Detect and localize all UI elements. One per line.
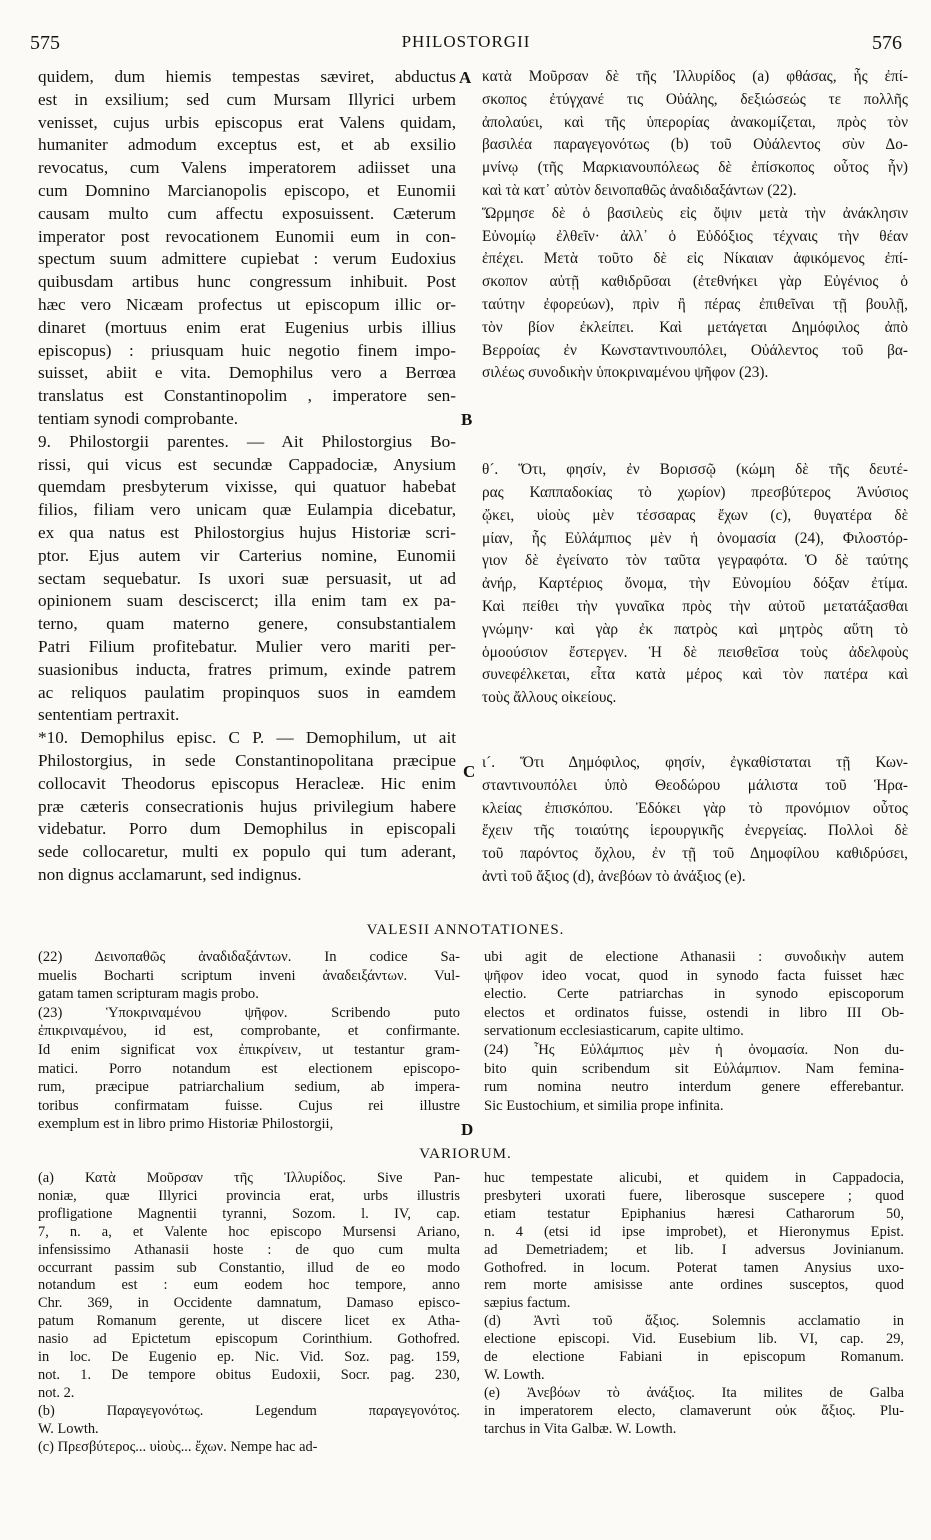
text-line: Εὐνομίῳ ἐλθεῖν· ἀλλ᾽ ὁ Εὐδόξιος τέχναις τὴν θέαν — [482, 227, 908, 245]
text-line: dinaret (mortuus enim erat Eugenius urbis illius — [38, 317, 456, 337]
text-line: de electione Fabiani in episcopum Romanum. — [484, 1349, 904, 1366]
text-line: noniæ, quæ Illyrici provincia erat, urbs illustris — [38, 1187, 460, 1204]
text-line: occurrant passim sub Constantio, illud de eo modo — [38, 1259, 460, 1276]
text-line: suisset, abiit e vita. Demophilus vero a Berrœa — [38, 363, 456, 383]
text-line: σιλέως συνοδικὴν ὑποκριναμένου ψῆφον (23). — [482, 364, 769, 382]
text-line: ψῆφον ideo vocat, quod in synodo facta fuisset hæc — [484, 967, 904, 984]
text-line: Patri Filium profitebatur. Mulier vero mariti per- — [38, 636, 456, 656]
text-line: terno, quam materno genere, consubstantialem — [38, 614, 456, 634]
page-header — [30, 32, 902, 62]
text-line: ἔχειν τῆς τοιαύτης ἱερουργικῆς ἐνεργείας. Πολλοὶ δὲ — [482, 822, 908, 840]
text-line: (24) Ἧς Εὐλάμπιος μὲν ἡ ὀνομασία. Non du- — [484, 1041, 904, 1058]
text-line: μνίνῳ (τῆς Μαρκιανουπόλεως δὲ ἐπίσκοπος οὗτος ἦν) — [482, 159, 908, 177]
text-line: rum nomina neutro interdum genere efferebantur. — [484, 1079, 904, 1096]
text-line: not. 2. — [38, 1384, 75, 1401]
text-line: patum Romanum gerente, ut discere licet ex Atha- — [38, 1313, 460, 1330]
margin-letter-c: C — [463, 762, 476, 781]
text-line: episcopus) : priusquam huic negotio finem impo- — [38, 340, 456, 360]
text-line: κατὰ Μοῦρσαν δὲ τῆς Ἰλλυρίδος (a) φθάσας, ἧς ἐπί- — [482, 68, 908, 85]
text-line: est in exsilium; sed cum Mursam Illyrici urbem — [38, 89, 456, 109]
text-line: σκοπος ἐτύγχανέ τις Οὐάλης, δεξιώσεώς τε πολλῆς — [482, 90, 908, 108]
text-line: rem morte amisisse ante ordines susceptos, quod — [484, 1277, 904, 1294]
text-line: toribus confirmatam fuisse. Cujus rei illustre — [38, 1097, 460, 1114]
text-line: sectam sequebatur. Is uxori suæ persuasit, ut ad — [38, 568, 456, 588]
text-line: collocavit Theodorus episcopus Heracleæ. Hic enim — [38, 773, 456, 793]
text-line: tarchus in Vita Galbæ. W. Lowth. — [484, 1420, 677, 1437]
text-line: ad Demetriadem; et lib. I adversus Jovinianum. — [484, 1241, 904, 1258]
text-line: ptor. Ejus autem vir Carterius nomine, Eunomii — [38, 545, 456, 565]
text-line: n. 4 (etsi id ipse improbet), et Hieronymus Epist. — [484, 1223, 904, 1240]
text-line: 7, n. a, et Valente hoc episcopo Mursensi Ariano, — [38, 1223, 460, 1240]
text-line: (a) Κατὰ Μοῦρσαν τῆς Ἰλλυρίδος. Sive Pan- — [38, 1170, 460, 1186]
margin-letter-d: D — [461, 1120, 474, 1139]
text-line: revocatus, cum Valens imperatorem adiisset una — [38, 158, 456, 178]
valesii-notes-right — [484, 948, 904, 1115]
text-line: rissi, qui vicus est secundæ Cappadociæ, Anysium — [38, 454, 456, 474]
text-line: τὸν βίον ἐκλείπει. Καὶ μετάγεται Δημόφιλος ἀπὸ — [482, 318, 908, 336]
text-line: Chr. 369, in Occidente damnatum, Damaso episco- — [38, 1295, 460, 1312]
text-line: cum Domnino Marcianopolis episcopo, et Eunomii — [38, 180, 456, 200]
text-line: electio. Certe patriarchas in synodo episcoporum — [484, 986, 904, 1003]
text-line: ἐπέχει. Μετὰ τοῦτο δὲ εἰς Νίκαιαν ἀφικόμενος ἐπί- — [482, 250, 908, 268]
margin-letter-a: A — [459, 68, 472, 87]
text-line: not. 1. De tempore obitus Eudoxii, Socr. pag. 230, — [38, 1366, 460, 1383]
text-line: ἀπολαύει, καὶ τῆς ὑπερορίας ἀνακομίζεται, πρὸς τὸν — [482, 113, 908, 131]
text-line: σταντινουπόλει ὑπὸ Θεοδώρου μάλιστα τοῦ Ἡρα- — [482, 776, 908, 794]
text-line: ὁμοούσιον ἔστεργεν. Ἡ δὲ πεισθεῖσα τοὺς ἀδελφοὺς — [482, 643, 908, 661]
text-line: *10. Demophilus episc. C P. — Demophilum, ut ait — [38, 728, 456, 748]
text-line: suasionibus inducta, fratres primum, exinde patrem — [38, 659, 456, 679]
text-line: καὶ τὰ κατ᾽ αὐτὸν δεινοπαθῶς ἀναδιδαξάντων (22). — [482, 181, 797, 199]
text-line: electione episcopi. Vid. Eusebium lib. VI, cap. 29, — [484, 1331, 904, 1348]
text-line: opinionem suam desciscerct; illa enim tam ex pa- — [38, 591, 456, 611]
text-line: translatus est Constantinopolim , imperatore sen- — [38, 386, 456, 406]
text-line: Philostorgius, in sede Constantinopolitana præcipue — [38, 750, 456, 770]
text-line: Gothofred. in locum. Poterat tamen Anysius uxo- — [484, 1259, 904, 1276]
text-line: ταύτην ἐφορεύων), πρὶν ἢ πέρας ἐπιθεῖναι τῇ βουλῇ, — [482, 295, 908, 313]
text-line: presbyteri uxorati fuere, liberosque suscepere ; quod — [484, 1187, 904, 1204]
margin-letter-b: B — [461, 410, 473, 429]
text-line: gatam tamen scripturam magis probo. — [38, 986, 259, 1003]
latin-text-column — [38, 66, 456, 887]
text-line: sæpius factum. — [484, 1295, 571, 1312]
text-line: (e) Ἀνεβόων τὸ ἀνάξιος. Ita milites de Galba — [484, 1384, 904, 1401]
text-line: ἀντὶ τοῦ ἄξιος (d), ἀνεβόων τὸ ἀνάξιος (e). — [482, 867, 746, 885]
valesii-notes-left — [38, 948, 460, 1134]
text-line: Καὶ πείθει τὴν γυναῖκα πρὸς τὴν αὐτοῦ μετατάξασθαι — [482, 597, 908, 615]
text-line: Ὥρμησε δὲ ὁ βασιλεὺς εἰς ὄψιν μετὰ τὴν ἀνάκλησιν — [482, 204, 908, 222]
text-line: ἐπικριναμένου, id est, comprobante, et confirmante. — [38, 1023, 460, 1040]
text-line: κλείας ἐπισκόπου. Ἐδόκει γὰρ τὸ προνόμιον οὗτος — [482, 799, 908, 817]
text-line: exemplum est in libro primo Historiæ Philostorgii, — [38, 1116, 334, 1133]
text-line: rum, præcipue patriarchalium sedium, ab impera- — [38, 1079, 460, 1096]
text-line: quidem, dum hiemis tempestas sæviret, abductus — [38, 67, 456, 86]
text-line: venisset, cujus urbis episcopus erat Valens quidam, — [38, 112, 456, 132]
text-line: ι´. Ὅτι Δημόφιλος, φησίν, ἐγκαθίσταται τῇ Κων- — [482, 753, 908, 771]
text-line: (23) Ὑποκριναμένου ψῆφον. Scribendo puto — [38, 1004, 460, 1021]
text-line: ac reliquos paulatim propinquos suos in eamdem — [38, 682, 456, 702]
text-line: causam multo cum affectu exposuissent. Cæterum — [38, 203, 456, 223]
text-line: filios, filiam vero unicam quæ Eulampia dicebatur, — [38, 500, 456, 520]
text-line: præ cæteris consecrationis hujus privilegium habere — [38, 796, 456, 816]
text-line: quemdam presbyterum vixisse, qui quatuor habebat — [38, 477, 456, 497]
text-line: βασιλέα παραγεγονότως (b) τοῦ Οὐάλεντος σὺν Δο- — [482, 136, 908, 154]
text-line: (c) Πρεσβύτερος... υἱοὺς... ἔχων. Nempe hac ad- — [38, 1438, 318, 1455]
greek-text-column — [482, 66, 908, 889]
text-line: bito quin scribendum sit Εὐλάμπιον. Nam femina- — [484, 1060, 904, 1077]
text-line: sede collocaretur, multi ex populo qui tum aderant, — [38, 842, 456, 862]
text-line: (b) Παραγεγονότως. Legendum παραγεγονότος. — [38, 1402, 460, 1419]
text-line: Id enim significat vox ἐπικρίνειν, ut testantur gram- — [38, 1041, 460, 1058]
text-line: imperator post revocationem Eunomii eum in con- — [38, 226, 456, 246]
text-line: συνεφέλκεται, εἶτα κατὰ μέρος καὶ τὸν πατέρα καὶ — [482, 666, 908, 684]
variorum-heading: VARIORUM. — [419, 1146, 512, 1162]
text-line: 9. Philostorgii parentes. — Ait Philostorgius Bo- — [38, 431, 456, 451]
text-line: profligatione Magnentii tyranni, Sozom. l. IV, cap. — [38, 1205, 460, 1222]
variorum-notes-left — [38, 1170, 460, 1457]
text-line: σκοπον αὐτῇ καθιδρῦσαι (ἐτεθνήκει γὰρ Εὐγένιος ὁ — [482, 273, 908, 291]
text-line: θ´. Ὅτι, φησίν, ἐν Βορισσῷ (κώμη δὲ τῆς δευτέ- — [482, 461, 908, 479]
text-line: etiam testatur Epiphanius hæresi Catharorum 50, — [484, 1205, 904, 1222]
text-line: matici. Porro notandum est electionem episcopo- — [38, 1060, 460, 1077]
text-line: nasio ad Epictetum episcopum Corinthium. Gothofred. — [38, 1331, 460, 1348]
text-line: Βερροίας ἐν Κωνσταντινουπόλει, Οὐάλεντος τοῦ βα- — [482, 341, 908, 359]
text-line: ἀνήρ, Καρτέριος ὄνομα, τὴν Εὐνομίου δόξαν ἐτίμα. — [482, 575, 908, 593]
text-line: sententiam pertraxit. — [38, 705, 180, 725]
text-line: spectum suum admittere cupiebat : verum Eudoxius — [38, 249, 456, 269]
text-line: infensissimo Athanasii hoste : de quo cum multa — [38, 1241, 460, 1258]
text-line: τοῦ παρόντος ὄχλου, ἐν τῇ τοῦ Δημοφίλου καθιδρύσει, — [482, 845, 908, 863]
text-line: hæc vero Nicæam profectus ut episcopum illic or- — [38, 294, 456, 314]
text-line: notandum est : eum eodem hoc tempore, anno — [38, 1277, 460, 1294]
text-line: in loc. De Eugenio ep. Nic. Vid. Soz. pag. 159, — [38, 1349, 460, 1366]
text-line: muelis Bocharti scriptum inveni ἀναδειξάντων. Vul- — [38, 967, 460, 984]
text-line: W. Lowth. — [484, 1366, 545, 1383]
text-line: (22) Δεινοπαθῶς ἀναδιδαξάντων. In codice Sa- — [38, 949, 460, 965]
text-line: ᾤκει, υἱοὺς μὲν τέσσαρας ἔχων (c), θυγατέρα δὲ — [482, 506, 908, 524]
text-line: humaniter admodum exceptus est, et ab exsilio — [38, 135, 456, 155]
text-line: τοὺς ἄλλους οἰκείους. — [482, 689, 617, 707]
variorum-notes-right — [484, 1170, 904, 1439]
text-line: electos et ordinatos fuisse, ostendi in libro III Ob- — [484, 1004, 904, 1021]
text-line: servationum ecclesiasticarum, capite ultimo. — [484, 1023, 744, 1040]
text-line: non dignus acclamarunt, sed indignus. — [38, 864, 302, 884]
text-line: ρας Καππαδοκίας τὸ χωρίον) πρεσβύτερος Ἀνύσιος — [482, 483, 908, 501]
page-number-right: 576 — [872, 32, 902, 54]
running-title: PHILOSTORGII — [401, 32, 531, 51]
text-line: tentiam synodi comprobante. — [38, 408, 238, 428]
text-line: videbatur. Porro dum Demophilus in episcopali — [38, 819, 456, 839]
text-line: huc tempestate alicubi, et quidem in Cappadocia, — [484, 1170, 904, 1186]
text-line: quibusdam artibus hunc congressum inhibuit. Post — [38, 272, 456, 292]
text-line: in imperatorem electo, clamaverunt οὐκ ἄξιος. Plu- — [484, 1402, 904, 1419]
page-number-left: 575 — [30, 32, 60, 54]
text-line: Sic Eustochium, et similia prope infinita. — [484, 1097, 724, 1114]
valesii-heading: VALESII ANNOTATIONES. — [366, 922, 565, 938]
text-line: γνώμην· καὶ γὰρ ἐκ πατρὸς καὶ μητρὸς αὕτη τὸ — [482, 620, 908, 638]
text-line: ex qua natus est Philostorgius hujus Historiæ scri- — [38, 522, 456, 542]
text-line: γιον δὲ ἐγείνατο τὸν ταῦτα γεγραφότα. Ὁ δὲ ταύτης — [482, 552, 908, 570]
text-line: μίαν, ἧς Εὐλάμπιος μὲν ἡ ὀνομασία (24), Φιλοστόρ- — [482, 529, 908, 547]
text-line: W. Lowth. — [38, 1420, 99, 1437]
text-line: (d) Ἀντὶ τοῦ ἄξιος. Solemnis acclamatio in — [484, 1313, 904, 1330]
text-line: ubi agit de electione Athanasii : συνοδικὴν autem — [484, 949, 904, 965]
